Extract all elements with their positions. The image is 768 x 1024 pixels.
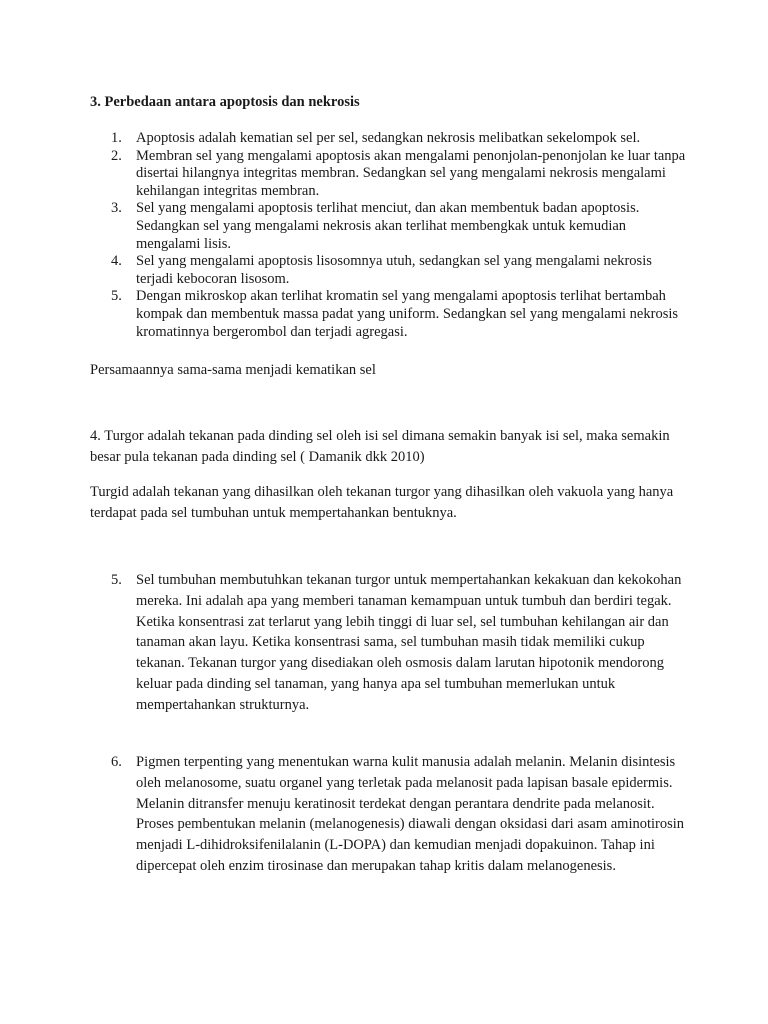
similarity-paragraph: Persamaannya sama-sama menjadi kematikan sel	[90, 362, 376, 378]
apoptosis-necrosis-list	[90, 130, 690, 341]
list-item-number: 4.	[111, 253, 122, 270]
list-item-number: 5.	[111, 288, 122, 305]
list-item	[90, 288, 690, 341]
item-number: 5.	[111, 572, 122, 588]
list-item	[90, 130, 690, 148]
list-item-number: 2.	[111, 147, 122, 164]
list-item-text: Sel yang mengalami apoptosis terlihat menciut, dan akan membentuk badan apoptosis. Sedangkan sel yang mengalami nekrosis akan terlihat membengkak untuk kemudian mengalami lisis.	[136, 200, 640, 252]
turgid-paragraph: Turgid adalah tekanan yang dihasilkan oleh tekanan turgor yang dihasilkan oleh vakuola yang hanya terdapat pada sel tumbuhan untuk mempertahankan bentuknya.	[90, 484, 674, 521]
list-item	[90, 148, 690, 201]
list-item-number: 1.	[111, 130, 122, 146]
turgor-paragraph: 4. Turgor adalah tekanan pada dinding sel oleh isi sel dimana semakin banyak isi sel, maka semakin besar pula tekanan pada dinding sel ( Damanik dkk 2010)	[90, 428, 670, 465]
item-number: 6.	[111, 754, 122, 770]
section-3-heading: 3. Perbedaan antara apoptosis dan nekrosis	[90, 94, 360, 110]
list-item-number: 3.	[111, 200, 122, 217]
list-item	[90, 200, 690, 253]
list-item-text: Apoptosis adalah kematian sel per sel, sedangkan nekrosis melibatkan sekelompok sel.	[136, 130, 641, 146]
list-item	[90, 253, 690, 288]
item-text: Pigmen terpenting yang menentukan warna kulit manusia adalah melanin. Melanin disintesis oleh melanosome, suatu organel yang terletak pada melanosit pada lapisan basale epidermis. Melanin ditransfer menuju keratinosit terdekat dengan perantara dendrite pada melanosit. Proses pembentukan melanin (melanogenesis) diawali dengan oksidasi dari asam aminotirosin menjadi L-dihidroksifenilalanin (L-DOPA) dan kemudian menjadi dopakuinon. Tahap ini dipercepat oleh enzim tirosinase dan merupakan tahap kritis dalam melanogenesis.	[136, 754, 685, 874]
item-text: Sel tumbuhan membutuhkan tekanan turgor untuk mempertahankan kekakuan dan kekokohan mereka. Ini adalah apa yang memberi tanaman kemampuan untuk tumbuh dan berdiri tegak. Ketika konsentrasi zat terlarut yang lebih tinggi di luar sel, sel tumbuhan kehilangan air dan tanaman akan layu. Ketika konsentrasi sama, sel tumbuhan masih tidak memiliki cukup tekanan. Tekanan turgor yang disediakan oleh osmosis dalam larutan hipotonik mendorong keluar pada dinding sel tanaman, yang hanya apa sel tumbuhan memerlukan untuk mempertahankan strukturnya.	[136, 572, 682, 713]
list-item-text: Dengan mikroskop akan terlihat kromatin sel yang mengalami apoptosis terlihat bertambah kompak dan membentuk massa padat yang uniform. Sedangkan sel yang mengalami nekrosis kromatinnya bergerombol dan terjadi agregasi.	[136, 288, 679, 340]
list-item-text: Membran sel yang mengalami apoptosis akan mengalami penonjolan-penonjolan ke luar tanpa disertai hilangnya integritas membran. Sedangkan sel yang mengalami nekrosis mengalami kehilangan integritas membran.	[136, 147, 686, 199]
list-item-text: Sel yang mengalami apoptosis lisosomnya utuh, sedangkan sel yang mengalami nekrosis terjadi kebocoran lisosom.	[136, 253, 652, 287]
